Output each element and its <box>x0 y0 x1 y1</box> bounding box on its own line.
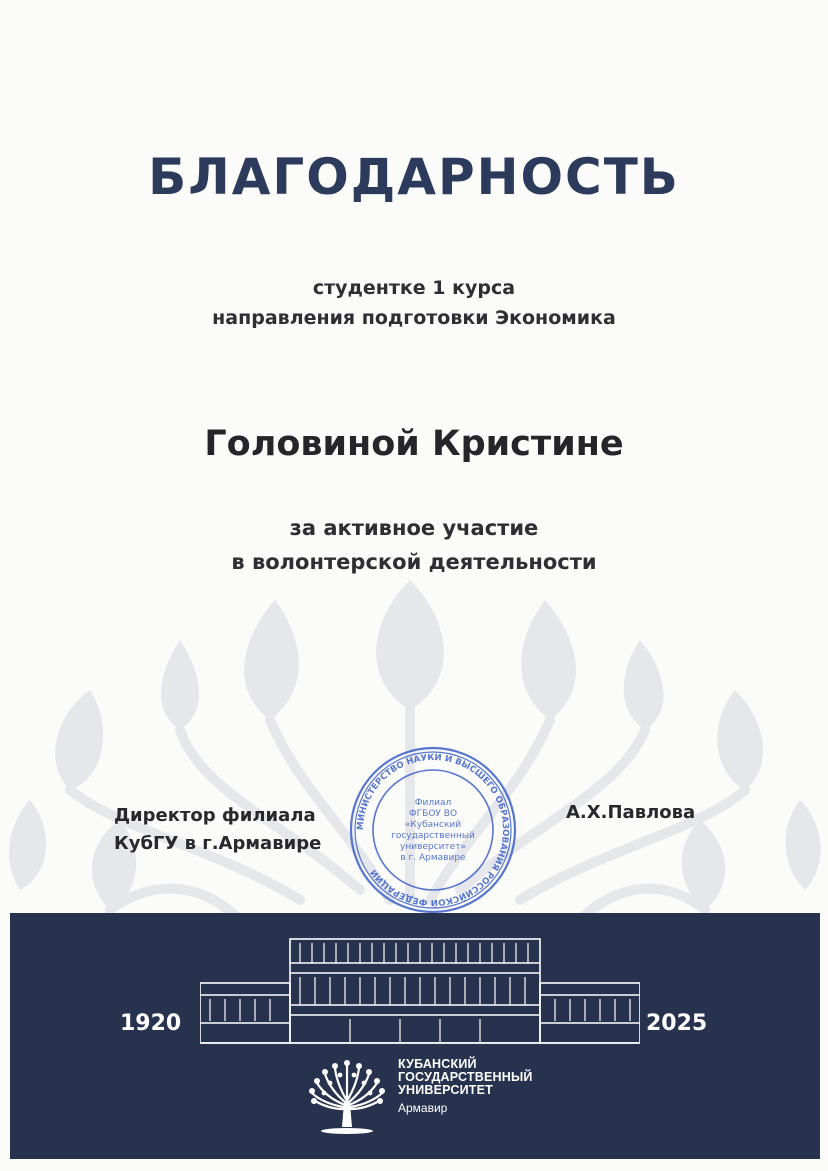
reason-line-2: в волонтерской деятельности <box>231 550 597 574</box>
subtitle-line-2: направления подготовки Экономика <box>212 307 616 329</box>
stamp-inner-line-1: Филиал <box>414 798 452 808</box>
university-tree-logo-icon <box>302 1053 392 1135</box>
university-name-line-2: ГОСУДАРСТВЕННЫЙ <box>398 1070 533 1084</box>
signer-position <box>114 802 374 858</box>
recipient-name: Головиной Кристине <box>204 424 624 464</box>
university-name-line-3: УНИВЕРСИТЕТ <box>398 1083 493 1097</box>
stamp-inner-line-3: «Кубанский <box>404 820 462 830</box>
award-reason <box>0 511 828 579</box>
year-start: 1920 <box>120 1011 182 1036</box>
reason-line-1: за активное участие <box>289 516 539 540</box>
university-name-line-1: КУБАНСКИЙ <box>398 1057 477 1071</box>
footer-band <box>10 913 820 1159</box>
university-name <box>398 1058 533 1097</box>
official-stamp-icon <box>338 745 528 915</box>
signer-position-line-2: КубГУ в г.Армавире <box>114 833 322 854</box>
recipient-description <box>0 273 828 333</box>
stamp-inner-line-4: государственный <box>391 831 475 841</box>
signer-name: А.Х.Павлова <box>566 802 696 823</box>
signer-position-line-1: Директор филиала <box>114 805 316 826</box>
subtitle-line-1: студентке 1 курса <box>312 277 516 299</box>
certificate-title: БЛАГОДАРНОСТЬ <box>148 148 680 206</box>
stamp-inner-line-5: университет» <box>400 842 466 852</box>
stamp-inner-line-2: ФГБОУ ВО <box>408 809 458 819</box>
stamp-outer-text: МИНИСТЕРСТВО НАУКИ И ВЫСШЕГО ОБРАЗОВАНИЯ РОССИЙСКОЙ ФЕДЕРАЦИИ <box>355 752 511 908</box>
stamp-inner-line-6: в г. Армавире <box>400 853 466 863</box>
university-building-icon <box>200 933 640 1053</box>
year-end: 2025 <box>646 1011 708 1036</box>
university-city: Армавир <box>398 1101 448 1115</box>
